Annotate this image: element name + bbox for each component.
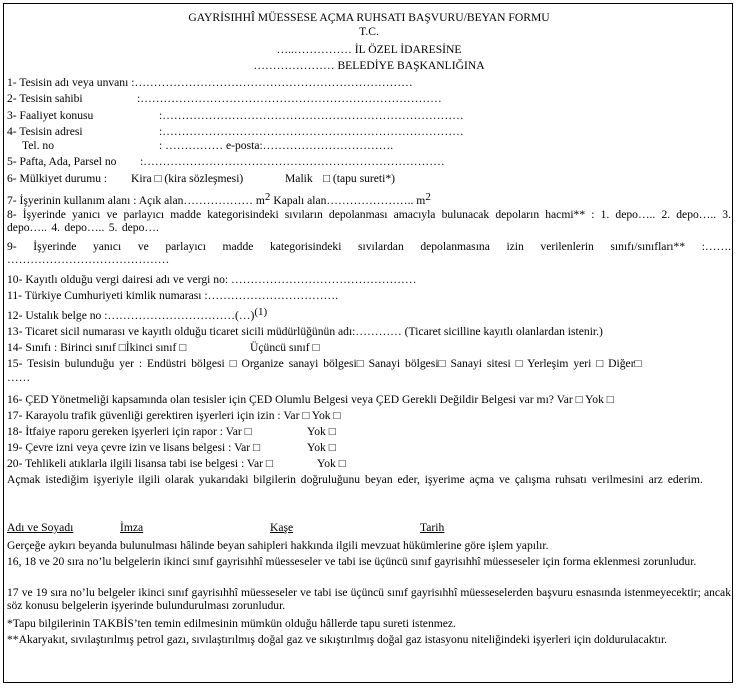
item-16[interactable]: 16- ÇED Yönetmeliği kapsamında olan tesisler için ÇED Olumlu Belgesi veya ÇED Gerekli Değildir Belgesi var mı? Var □ Yok □ — [7, 393, 614, 406]
phone-label: Tel. no — [22, 139, 55, 152]
class-options-1-2[interactable]: 14- Sınıfı : Birinci sınıf □İkinci sınıf □ — [7, 341, 187, 354]
env-permit-yes[interactable]: 19- Çevre izni veya çevre izin ve lisans belgesi : Var □ — [7, 441, 261, 454]
item-2 — [7, 92, 731, 105]
item-7 — [7, 191, 731, 207]
tc-heading: T.C. — [359, 25, 379, 38]
form-title: GAYRİSIHHÎ MÜESSESE AÇMA RUHSATI BAŞVURU/BEYAN FORMU — [188, 11, 550, 24]
master-cert-field[interactable]: 12- Ustalık belge no :……………………………(…) — [7, 309, 255, 322]
closed-area-field[interactable]: Kapalı alan………………….. m — [270, 194, 426, 207]
item-4-label: 4- Tesisin adresi — [7, 125, 83, 138]
footnote-ref: (1) — [254, 306, 268, 318]
item-6-label: 6- Mülkiyet durumu : — [7, 172, 108, 185]
item-6 — [7, 172, 731, 185]
fire-report-no[interactable]: Yok □ — [307, 425, 336, 438]
item-5-label: 5- Pafta, Ada, Parsel no — [7, 155, 117, 168]
waste-license-yes[interactable]: 20- Tehlikeli atıklarla ilgili lisansa tabi ise belgesi : Var □ — [7, 457, 273, 470]
item-13[interactable]: 13- Ticaret sicil numarası ve kayıtlı olduğu ticaret sicili müdürlüğünün adı:………… (Ticaret sicilline kayıtlı olanlardan istenir.) — [7, 325, 603, 338]
municipality-label: BELEDİYE BAŞKANLIĞINA — [337, 59, 485, 72]
stamp-label: Kaşe — [270, 521, 294, 534]
item-12 — [7, 306, 731, 322]
item-1-label: 1- Tesisin adı veya unvanı : — [7, 76, 135, 89]
item-3-label: 3- Faaliyet konusu — [7, 109, 94, 122]
note-4: *Tapu bilgilerinin TAKBİS’ten temin edilmesinin mümkün olduğu hâllerde tapu sureti istenmez. — [7, 617, 456, 630]
ownership-rent-option[interactable]: Kira □ (kira sözleşmesi) — [131, 172, 244, 185]
activity-field[interactable]: :…………………………………………………………………… — [159, 109, 464, 122]
ownership-owner-option[interactable]: □ (tapu sureti*) — [323, 172, 396, 185]
name-label: Adı ve Soyadı — [7, 521, 74, 534]
province-heading — [0, 43, 738, 56]
item-9[interactable]: 9- İşyerinde yanıcı ve parlayıcı madde kategorisindeki sıvılardan depolanmasına izin verilenlerin sınıfı/sınıfları** :……. …………………………………… — [7, 240, 731, 266]
phone-email-field[interactable]: : …………… e-posta:……………………………. — [159, 139, 394, 152]
item-2-label: 2- Tesisin sahibi — [7, 92, 83, 105]
declaration: Açmak istediğim işyeriyle ilgili olarak yukarıdaki bilgilerin doğruluğunu beyan eder, işyerime açma ve çalışma ruhsatı verilmesini arz ederim. — [7, 473, 703, 486]
item-20 — [7, 457, 731, 470]
ownership-owner-label: Malik — [285, 172, 313, 185]
business-name-field[interactable]: ……………………………………………………………… — [134, 76, 413, 89]
item-8[interactable]: 8- İşyerinde yanıcı ve parlayıcı madde kategorisindeki sıvıların depolanması amacıyla bulunacak depoların hacmi** : 1. depo….. 2. depo….. 3. depo….. 4. depo….. 5. depo…. — [7, 208, 731, 234]
signature-label: İmza — [120, 521, 144, 534]
item-5 — [7, 155, 731, 168]
parcel-field[interactable]: :…………………………………………………………………… — [140, 155, 445, 168]
item-1 — [7, 76, 731, 89]
item-15-other[interactable]: …… — [7, 371, 31, 384]
owner-field[interactable]: :…………………………………………………………………… — [137, 92, 442, 105]
province-blank[interactable]: …..…………… — [276, 43, 355, 56]
note-1: Gerçeğe aykırı beyanda bulunulması hâlinde beyan sahipleri hakkında ilgili mevzuat hükümlerine göre işlem yapılır. — [7, 539, 549, 552]
waste-license-no[interactable]: Yok □ — [317, 457, 346, 470]
item-17[interactable]: 17- Karayolu trafik güvenliği gerektiren işyerleri için izin : Var □ Yok □ — [7, 409, 341, 422]
municipality-blank[interactable]: ………………… — [253, 59, 338, 72]
item-4-contact — [22, 139, 731, 152]
item-14 — [7, 341, 731, 354]
fire-report-yes[interactable]: 18- İtfaiye raporu gereken işyerleri için rapor : Var □ — [7, 425, 252, 438]
note-2: 16, 18 ve 20 sıra no’lu belgelerin ikinci sınıf gayrisıhhî müesseseler ve tabi ise üçüncü sınıf gayrisıhhî müesseseler için forma eklenmesi zorunludur. — [7, 555, 697, 568]
date-label: Tarih — [420, 521, 445, 534]
item-18 — [7, 425, 731, 438]
class-option-3[interactable]: Üçüncü sınıf □ — [250, 341, 320, 354]
item-3 — [7, 109, 731, 122]
address-field[interactable]: :…………………………………………………………………… — [159, 125, 464, 138]
province-label: İL ÖZEL İDARESİNE — [354, 43, 462, 56]
m2-superscript: 2 — [264, 191, 271, 203]
note-5: **Akaryakıt, sıvılaştırılmış petrol gazı, sıvılaştırılmış doğal gaz ve sıkıştırılmış doğal gaz istasyonu niteliğindeki işyerleri için doldurulacaktır. — [7, 633, 668, 646]
item-4 — [7, 125, 731, 138]
signature-row — [7, 521, 731, 534]
note-3: 17 ve 19 sıra no’lu belgeler ikinci sınıf gayrisıhhî müesseseler ve tabi ise üçüncü sınıf gayrisıhhî müesseselerden başvuru esnasında istenmeyecektir; ancak söz konusu belgelerin işyerinde bulundurulması zorunludur. — [7, 586, 731, 612]
item-15[interactable]: 15- Tesisin bulunduğu yer : Endüstri bölgesi □ Organize sanayi bölgesi□ Sanayi bölgesi□ Sanayi sitesi □ Yerleşim yeri □ Diğer□ — [7, 357, 642, 370]
item-19 — [7, 441, 731, 454]
item-10[interactable]: 10- Kayıtlı olduğu vergi dairesi adı ve vergi no: ………………………………………… — [7, 273, 417, 286]
municipality-heading — [0, 59, 738, 72]
env-permit-no[interactable]: Yok □ — [307, 441, 336, 454]
item-11[interactable]: 11- Türkiye Cumhuriyeti kimlik numarası :……………………………. — [7, 289, 339, 302]
m2-superscript: 2 — [425, 191, 431, 203]
open-area-field[interactable]: 7- İşyerinin kullanım alanı : Açık alan……………… m — [7, 194, 265, 207]
